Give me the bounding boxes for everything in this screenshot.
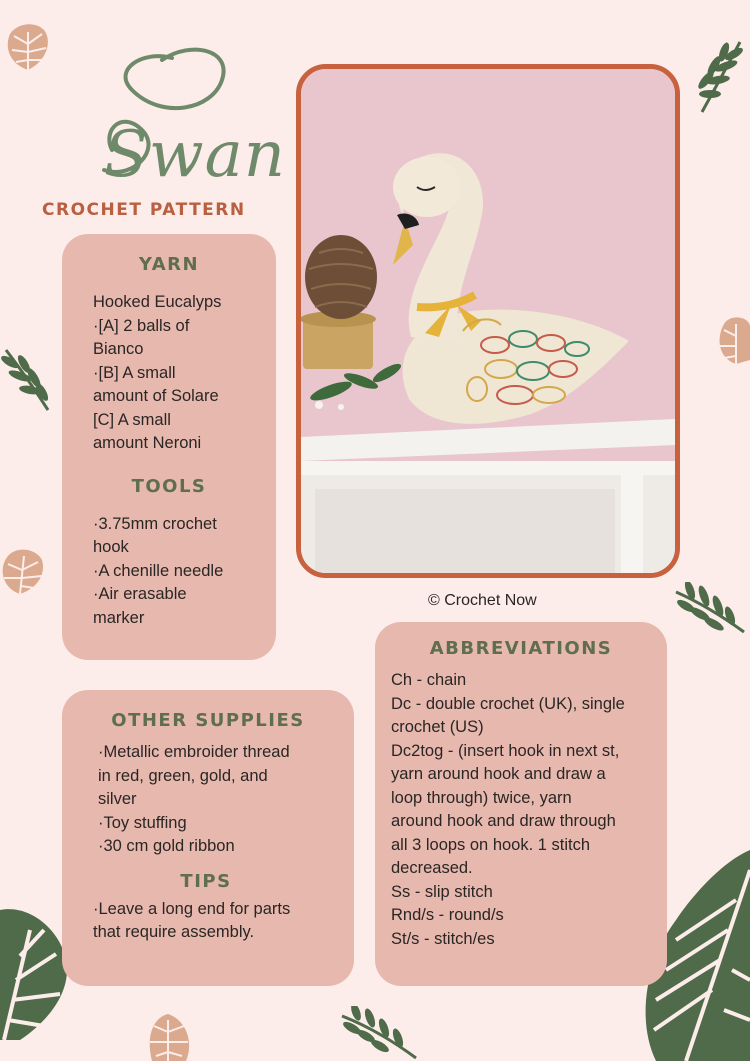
list-item: hook — [93, 538, 129, 556]
fern-leaf-icon — [0, 340, 52, 416]
list-item: crochet (US) — [391, 718, 484, 736]
title-block — [42, 30, 286, 200]
fern-leaf-icon — [694, 36, 746, 116]
list-item: all 3 loops on hook. 1 stitch — [391, 835, 591, 854]
list-item: in red, green, gold, and — [98, 766, 268, 785]
page-subtitle: CROCHET PATTERN — [42, 200, 246, 220]
swan-illustration — [301, 69, 675, 573]
monstera-leaf-icon — [716, 312, 750, 366]
list-item: ·[A] 2 balls of — [93, 316, 190, 335]
abbreviations-card — [375, 622, 667, 986]
list-item: silver — [98, 790, 137, 808]
list-item: [C] A small — [93, 410, 171, 429]
fern-leaf-icon — [672, 582, 748, 640]
list-item: decreased. — [391, 859, 473, 877]
other-supplies-list — [98, 741, 354, 859]
list-item: ·Air erasable — [93, 585, 187, 603]
list-item: Rnd/s - round/s — [391, 906, 504, 924]
list-item: ·[B] A small — [93, 363, 176, 382]
monstera-leaf-icon — [146, 1012, 192, 1061]
swan-photo — [296, 64, 680, 578]
yarn-list — [93, 291, 276, 456]
list-item: ·A chenille needle — [93, 561, 224, 580]
list-item: around hook and draw through — [391, 812, 616, 830]
abbreviations-heading: ABBREVIATIONS — [429, 638, 613, 659]
list-item: ·30 cm gold ribbon — [98, 837, 235, 855]
list-item: ·Metallic embroider thread — [98, 743, 290, 761]
yarn-tools-card — [62, 234, 276, 660]
abbreviations-list — [391, 669, 667, 951]
other-supplies-heading: OTHER SUPPLIES — [111, 710, 305, 731]
monstera-leaf-icon — [0, 544, 46, 596]
list-item: Dc - double crochet (UK), single — [391, 694, 625, 713]
page-title: Swan — [104, 118, 286, 192]
list-item: amount Neroni — [93, 434, 202, 452]
tools-list — [93, 513, 276, 631]
list-item: Ss - slip stitch — [391, 882, 493, 901]
list-item: loop through) twice, yarn — [391, 788, 572, 807]
tips-heading: TIPS — [180, 870, 232, 892]
tools-heading: TOOLS — [131, 475, 207, 497]
list-item: Ch - chain — [391, 671, 467, 689]
tips-list — [93, 898, 354, 945]
list-item: ·3.75mm crochet — [93, 514, 217, 533]
list-item: Bianco — [93, 340, 144, 358]
list-item: amount of Solare — [93, 387, 219, 405]
list-item: ·Toy stuffing — [98, 813, 187, 832]
list-item: marker — [93, 608, 145, 627]
photo-credit: © Crochet Now — [428, 592, 537, 609]
yarn-heading: YARN — [138, 254, 200, 275]
supplies-tips-card — [62, 690, 354, 986]
list-item: St/s - stitch/es — [391, 929, 495, 948]
list-item: Hooked Eucalyps — [93, 293, 222, 311]
list-item: Dc2tog - (insert hook in next st, — [391, 741, 620, 760]
list-item: that require assembly. — [93, 923, 255, 941]
list-item: yarn around hook and draw a — [391, 765, 606, 783]
fern-leaf-icon — [340, 1006, 418, 1061]
list-item: ·Leave a long end for parts — [93, 899, 291, 918]
